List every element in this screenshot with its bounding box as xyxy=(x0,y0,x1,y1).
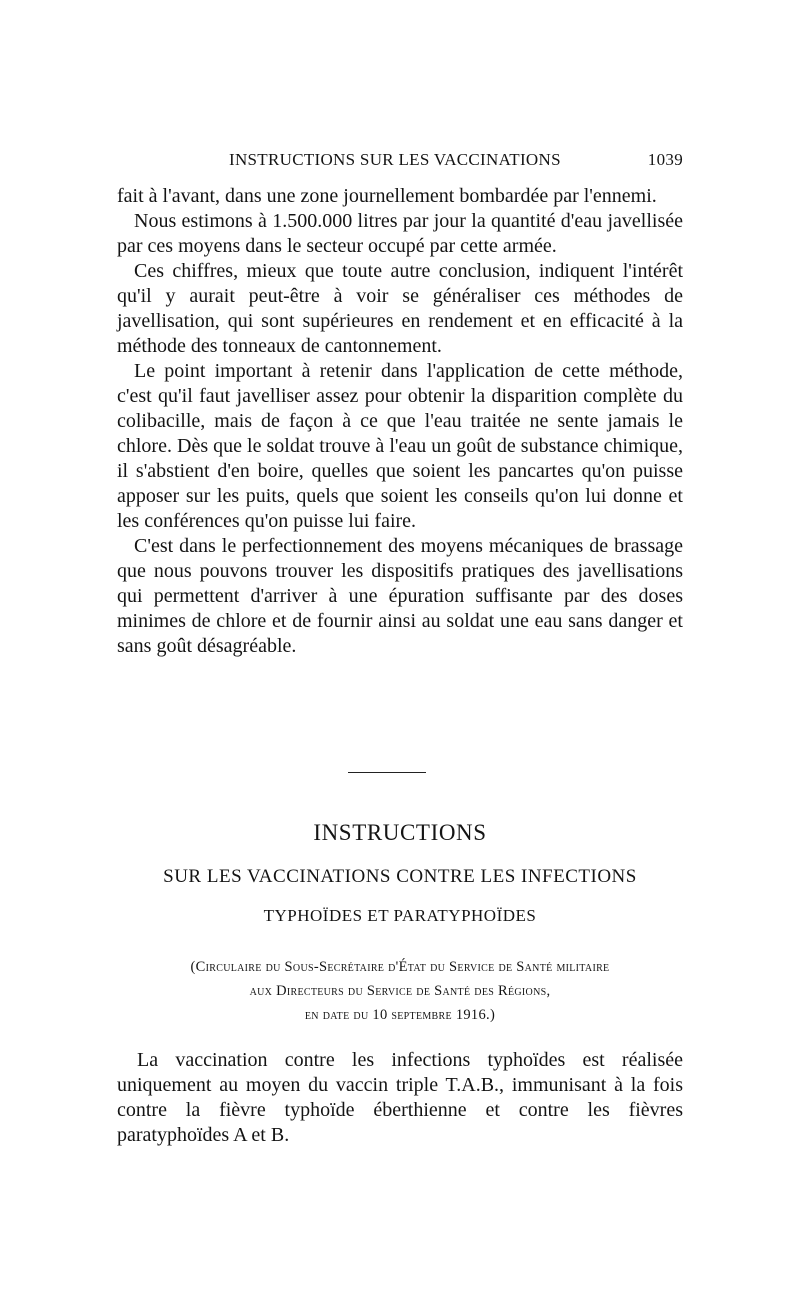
circular-reference xyxy=(100,955,700,1027)
body-text xyxy=(117,184,683,659)
paragraph-estimate: Nous estimons à 1.500.000 litres par jour la quantité d'eau javellisée par ces moyens dans le secteur occupé par cette armée. xyxy=(117,210,683,257)
paragraph-continuation: fait à l'avant, dans une zone journellement bombardée par l'ennemi. xyxy=(117,185,657,207)
paragraph-important-point: Le point important à retenir dans l'application de cette méthode, c'est qu'il faut javelliser assez pour obtenir la disparition complète du colibacille, mais de façon à ce que l'eau traitée ne sente jamais le chlore. Dès que le soldat trouve à l'eau un goût de substance chimique, il s'abstient d'en boire, quelles que soient les pancartes qu'on puisse apposer sur les puits, quels que soient les conseils qu'on lui donne et les conférences qu'on puisse lui faire. xyxy=(117,360,683,532)
paragraph-figures: Ces chiffres, mieux que toute autre conclusion, indiquent l'intérêt qu'il y aurait peut-être à voir se généraliser ces méthodes de javellisation, qui sont supérieures en rendement et en efficacité à la méthode des tonneaux de cantonnement. xyxy=(117,260,683,357)
section-divider xyxy=(348,772,426,773)
page-number: 1039 xyxy=(647,150,683,169)
section-body xyxy=(117,1048,683,1148)
circular-line: aux Directeurs du Service de Santé des Régions, xyxy=(249,983,551,999)
section-subtitle-2: TYPHOÏDES ET PARATYPHOÏDES xyxy=(263,906,537,925)
circular-line: (Circulaire du Sous-Secrétaire d'État du Service de Santé militaire xyxy=(190,959,610,975)
circular-line: en date du 10 septembre 1916.) xyxy=(304,1007,496,1023)
running-title: INSTRUCTIONS SUR LES VACCINATIONS xyxy=(229,150,561,169)
page-header xyxy=(117,150,683,174)
paragraph-mechanical-mixing: C'est dans le perfectionnement des moyens mécaniques de brassage que nous pouvons trouver les dispositifs pratiques des javellisations qui permettent d'arriver à une épuration suffisante par des doses minimes de chlore et de fournir ainsi au soldat une eau sans danger et sans goût désagréable. xyxy=(117,535,683,657)
paragraph-vaccination: La vaccination contre les infections typhoïdes est réalisée uniquement au moyen du vaccin triple T.A.B., immunisant à la fois contre la fièvre typhoïde éberthienne et contre les fièvres paratyphoïdes A et B. xyxy=(117,1049,683,1146)
section-subtitle: SUR LES VACCINATIONS CONTRE LES INFECTIONS xyxy=(163,866,637,887)
section-title: INSTRUCTIONS xyxy=(313,820,487,845)
